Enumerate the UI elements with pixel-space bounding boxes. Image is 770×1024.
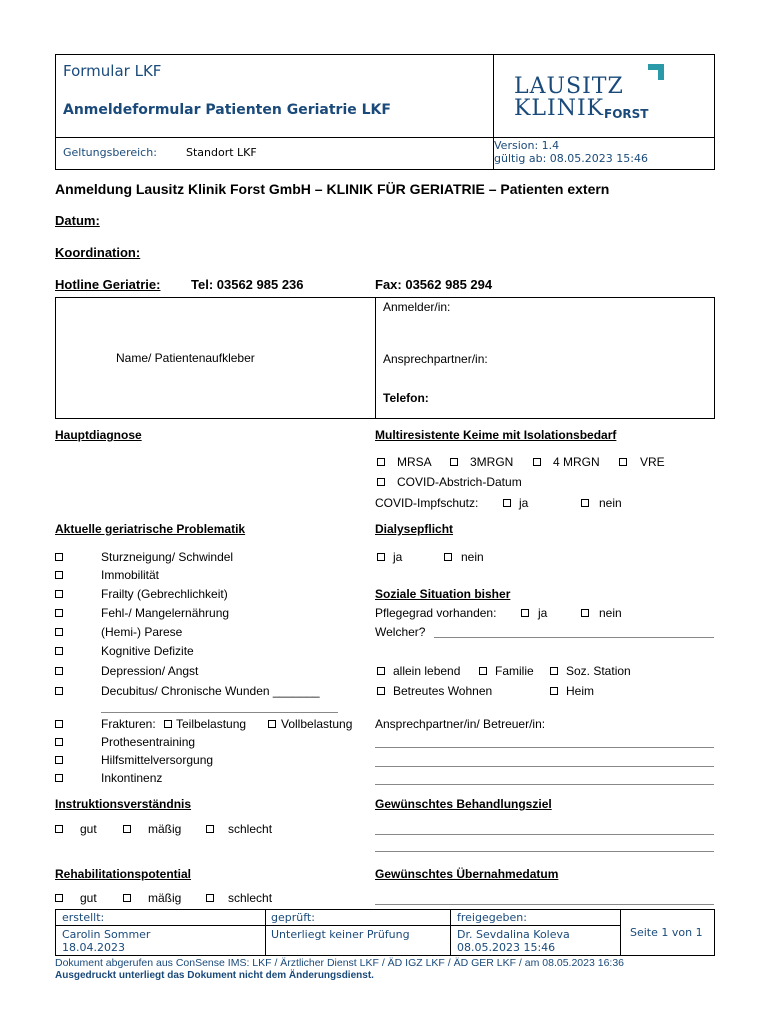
freigegeben-date: 08.05.2023 15:46	[457, 941, 556, 954]
checkbox-icon[interactable]	[533, 458, 541, 466]
checkbox-icon[interactable]	[55, 756, 63, 764]
checkbox-icon[interactable]	[55, 825, 63, 833]
ziel-input-line-1[interactable]	[375, 834, 714, 835]
list-item[interactable]: Inkontinenz	[55, 771, 63, 785]
form-title: Formular LKF	[63, 62, 162, 80]
checkbox-icon[interactable]	[550, 687, 558, 695]
scope-label: Geltungsbereich:	[63, 146, 157, 159]
checkbox-icon[interactable]	[444, 553, 452, 561]
list-item[interactable]: Prothesentraining	[55, 735, 63, 749]
hauptdiagnose-heading: Hauptdiagnose	[55, 428, 142, 442]
ziel-input-line-2[interactable]	[375, 851, 714, 852]
keime-heading: Multiresistente Keime mit Isolationsbedarf	[375, 428, 617, 442]
checkbox-icon[interactable]	[503, 499, 511, 507]
geprueft-label: geprüft:	[271, 911, 315, 924]
problematik-heading: Aktuelle geriatrische Problematik	[55, 522, 246, 536]
checkbox-icon[interactable]	[550, 667, 558, 675]
patient-name-label: Name/ Patientenaufkleber	[116, 351, 255, 365]
hotline-label: Hotline Geriatrie:	[55, 277, 161, 292]
checkbox-icon[interactable]	[123, 825, 131, 833]
checkbox-icon[interactable]	[55, 571, 63, 579]
geprueft-value: Unterliegt keiner Prüfung	[271, 928, 410, 941]
checkbox-icon[interactable]	[377, 667, 385, 675]
main-title: Anmeldung Lausitz Klinik Forst GmbH – KLINIK FÜR GERIATRIE – Patienten extern	[55, 181, 610, 197]
betreuer-input-line-1[interactable]	[375, 747, 714, 748]
wohnsituation-row1: allein lebend Familie Soz. Station	[375, 664, 715, 680]
checkbox-icon[interactable]	[581, 499, 589, 507]
list-item[interactable]: Immobilität	[55, 568, 63, 582]
checkbox-icon[interactable]	[206, 825, 214, 833]
fax-number: Fax: 03562 985 294	[375, 277, 493, 292]
tel-number: Tel: 03562 985 236	[191, 277, 304, 292]
checkbox-icon[interactable]	[479, 667, 487, 675]
checkbox-icon[interactable]	[450, 458, 458, 466]
uebernahme-heading: Gewünschtes Übernahmedatum	[375, 867, 559, 881]
reha-heading: Rehabilitationspotential	[55, 867, 192, 881]
checkbox-icon[interactable]	[55, 687, 63, 695]
checkbox-icon[interactable]	[55, 667, 63, 675]
checkbox-icon[interactable]	[268, 720, 276, 728]
form-subtitle: Anmeldeformular Patienten Geriatrie LKF	[63, 102, 391, 118]
koordination-label: Koordination:	[55, 245, 141, 260]
dialyse-options: ja nein	[375, 550, 575, 566]
datum-label: Datum:	[55, 213, 100, 228]
checkbox-icon[interactable]	[619, 458, 627, 466]
betreuer-input-line-2[interactable]	[375, 766, 714, 767]
sozial-heading: Soziale Situation bisher	[375, 587, 511, 601]
wohnsituation-row2: Betreutes Wohnen Heim	[375, 684, 715, 700]
checkbox-icon[interactable]	[521, 609, 529, 617]
checkbox-icon[interactable]	[377, 478, 385, 486]
freigegeben-name: Dr. Sevdalina Koleva	[457, 928, 570, 941]
checkbox-icon[interactable]	[55, 720, 63, 728]
erstellt-label: erstellt:	[62, 911, 105, 924]
decubitus-blank-line[interactable]	[101, 712, 338, 713]
dialyse-heading: Dialysepflicht	[375, 522, 454, 536]
checkbox-icon[interactable]	[55, 774, 63, 782]
list-item[interactable]: Frailty (Gebrechlichkeit)	[55, 587, 63, 601]
checkbox-icon[interactable]	[55, 738, 63, 746]
checkbox-icon[interactable]	[377, 458, 385, 466]
list-item-frakturen[interactable]: Frakturen: Teilbelastung Vollbelastung	[55, 717, 63, 731]
checkbox-icon[interactable]	[55, 647, 63, 655]
list-item[interactable]: Sturzneigung/ Schwindel	[55, 550, 63, 564]
scope-value: Standort LKF	[186, 146, 257, 159]
erstellt-date: 18.04.2023	[62, 941, 125, 954]
checkbox-icon[interactable]	[581, 609, 589, 617]
pflegegrad-row: Pflegegrad vorhanden: ja nein	[375, 606, 622, 620]
list-item[interactable]: Fehl-/ Mangelernährung	[55, 606, 63, 620]
version-line: Version: 1.4	[494, 139, 560, 152]
instruktion-heading: Instruktionsverständnis	[55, 797, 192, 811]
footer-note-source: Dokument abgerufen aus ConSense IMS: LKF / Ärztlicher Dienst LKF / ÄD IGZ LKF / ÄD GER LKF / am 08.05.2023 16:36	[55, 957, 625, 969]
clinic-logo	[514, 64, 674, 124]
anmelder-label: Anmelder/in:	[383, 300, 451, 314]
instruktion-options: gut mäßig schlecht	[55, 822, 355, 838]
checkbox-icon[interactable]	[377, 687, 385, 695]
logo-line2: KLINIK	[514, 96, 605, 121]
checkbox-icon[interactable]	[55, 628, 63, 636]
welcher-label: Welcher?	[375, 625, 426, 639]
valid-line: gültig ab: 08.05.2023 15:46	[494, 152, 648, 165]
checkbox-icon[interactable]	[55, 590, 63, 598]
checkbox-icon[interactable]	[206, 894, 214, 902]
list-item[interactable]: Decubitus/ Chronische Wunden _______	[55, 684, 63, 698]
checkbox-icon[interactable]	[55, 609, 63, 617]
welcher-input-line[interactable]	[434, 637, 714, 638]
page-number: Seite 1 von 1	[630, 926, 703, 939]
uebernahme-input-line[interactable]	[375, 904, 714, 905]
betreuer-input-line-3[interactable]	[375, 784, 714, 785]
logo-line3: FORST	[604, 107, 649, 121]
footer-note-print: Ausgedruckt unterliegt das Dokument nicht dem Änderungsdienst.	[55, 970, 374, 981]
telefon-label: Telefon:	[383, 391, 429, 405]
checkbox-icon[interactable]	[55, 894, 63, 902]
covid-impfschutz: COVID-Impfschutz: ja nein	[375, 496, 622, 510]
betreuer-label: Ansprechpartner/in/ Betreuer/in:	[375, 717, 546, 731]
checkbox-icon[interactable]	[55, 553, 63, 561]
checkbox-icon[interactable]	[164, 720, 172, 728]
list-item[interactable]: Kognitive Defizite	[55, 644, 63, 658]
logo-accent-icon	[648, 64, 664, 80]
list-item[interactable]: (Hemi-) Parese	[55, 625, 63, 639]
freigegeben-label: freigegeben:	[457, 911, 527, 924]
keime-options: MRSA 3MRGN 4 MRGN VRE	[375, 455, 715, 471]
checkbox-icon[interactable]	[377, 553, 385, 561]
list-item[interactable]: Hilfsmittelversorgung	[55, 753, 63, 767]
reha-options: gut mäßig schlecht	[55, 891, 355, 907]
ansprechpartner-label: Ansprechpartner/in:	[383, 352, 488, 366]
checkbox-icon[interactable]	[123, 894, 131, 902]
logo-line1: LAUSITZ	[514, 74, 624, 99]
ziel-heading: Gewünschtes Behandlungsziel	[375, 797, 552, 811]
erstellt-name: Carolin Sommer	[62, 928, 151, 941]
list-item[interactable]: Depression/ Angst	[55, 664, 63, 678]
